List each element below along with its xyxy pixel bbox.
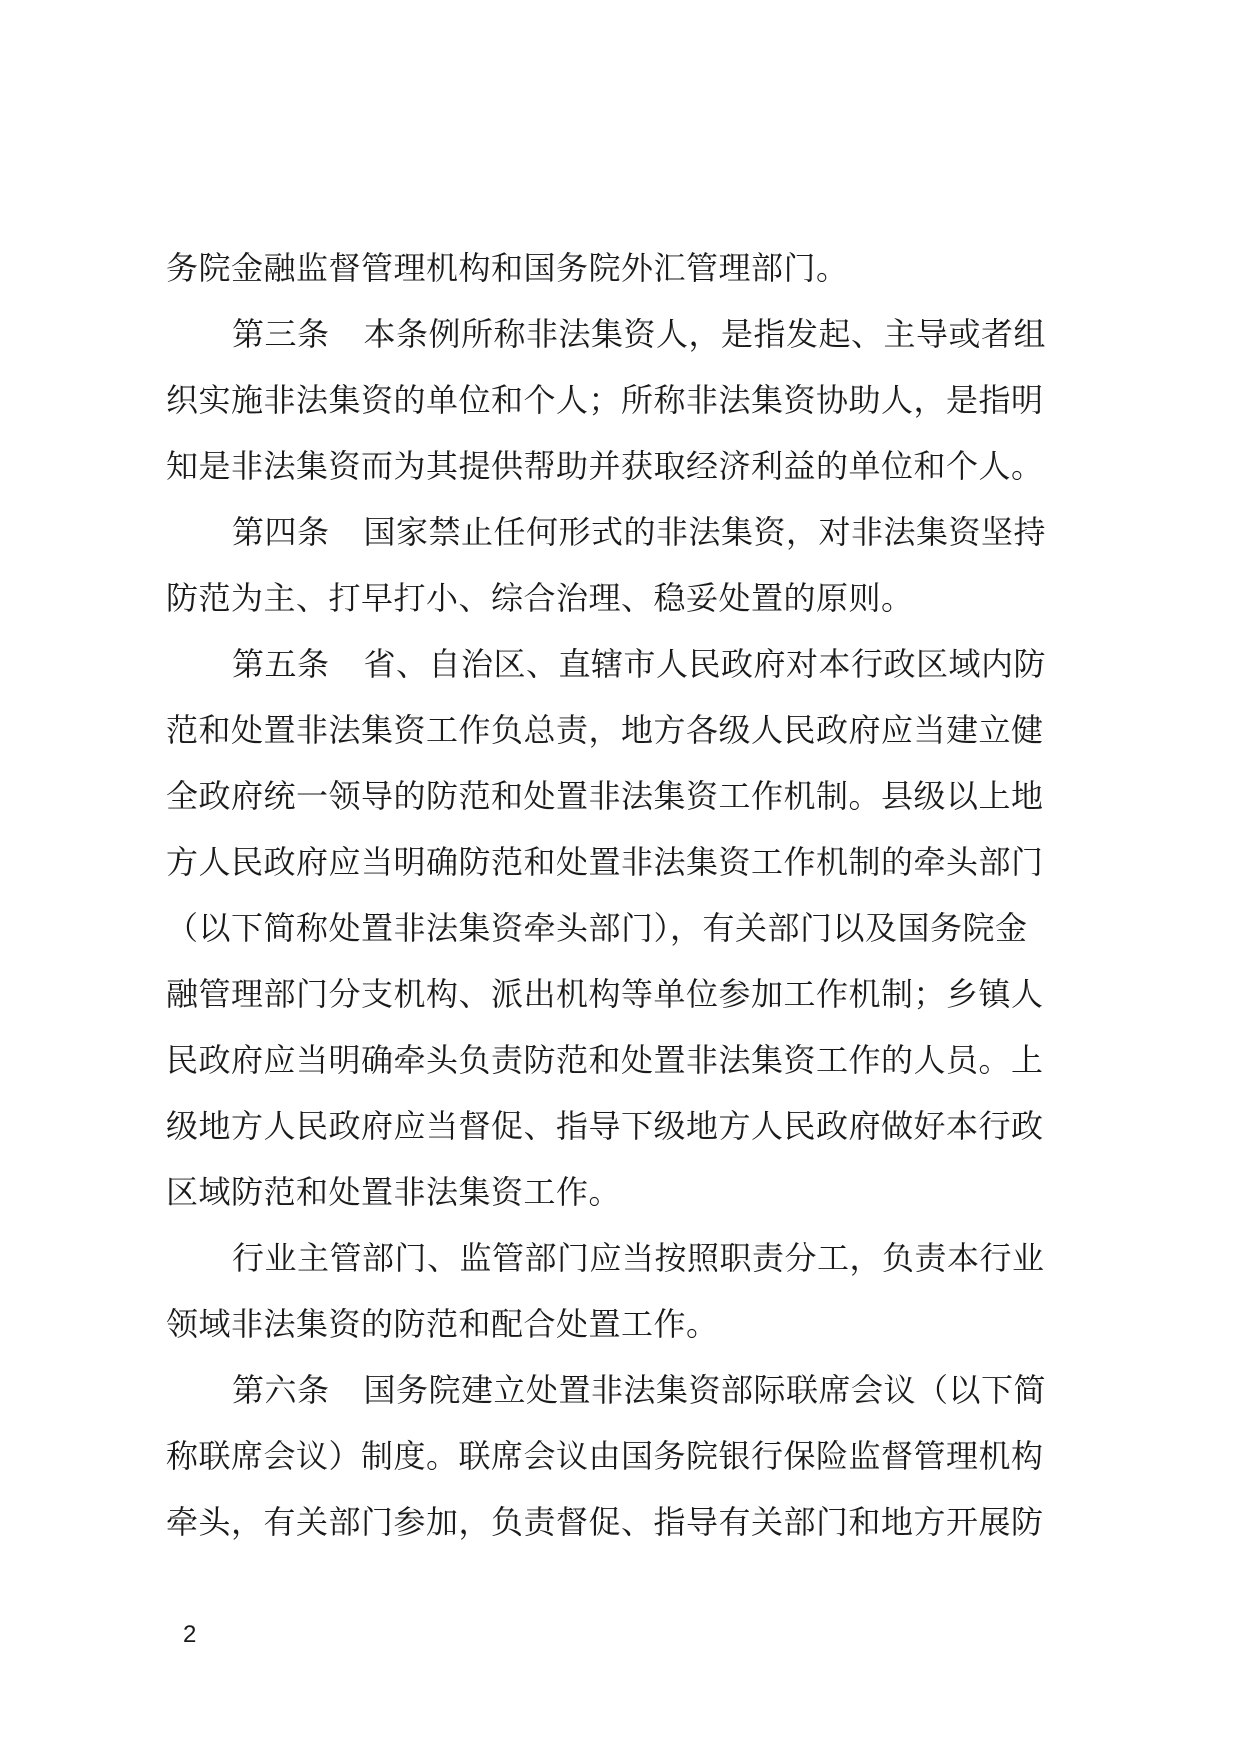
line-text: 织实施非法集资的单位和个人；所称非法集资协助人，是指明 — [166, 381, 1044, 419]
text-line — [166, 1423, 1086, 1489]
line-text: 领域非法集资的防范和配合处置工作。 — [166, 1305, 719, 1343]
line-text: 区域防范和处置非法集资工作。 — [166, 1173, 622, 1211]
text-line — [166, 1093, 1086, 1159]
line-text: 融管理部门分支机构、派出机构等单位参加工作机制；乡镇人 — [166, 975, 1044, 1013]
text-line — [166, 763, 1086, 829]
line-text: 务院金融监督管理机构和国务院外汇管理部门。 — [166, 249, 849, 287]
article-label: 第三条 — [232, 315, 330, 353]
line-text: 国家禁止任何形式的非法集资，对非法集资坚持 — [363, 513, 1047, 551]
text-line — [166, 1225, 1086, 1291]
text-line — [166, 1357, 1086, 1423]
article-label: 第六条 — [232, 1371, 330, 1409]
line-text: 民政府应当明确牵头负责防范和处置非法集资工作的人员。上 — [166, 1041, 1044, 1079]
line-text: 知是非法集资而为其提供帮助并获取经济利益的单位和个人。 — [166, 447, 1044, 485]
text-line — [166, 1489, 1086, 1555]
article-label: 第四条 — [232, 513, 330, 551]
text-line — [166, 961, 1086, 1027]
text-line — [166, 1027, 1086, 1093]
line-text: 国务院建立处置非法集资部际联席会议（以下简 — [363, 1371, 1047, 1409]
page-number: 2 — [183, 1621, 197, 1648]
text-line — [166, 631, 1086, 697]
line-text: （以下简称处置非法集资牵头部门），有关部门以及国务院金 — [166, 909, 1028, 947]
line-text: 全政府统一领导的防范和处置非法集资工作机制。县级以上地 — [166, 777, 1044, 815]
line-text: 级地方人民政府应当督促、指导下级地方人民政府做好本行政 — [166, 1107, 1044, 1145]
line-text: 牵头，有关部门参加，负责督促、指导有关部门和地方开展防 — [166, 1503, 1044, 1541]
text-line — [166, 895, 1086, 961]
text-line — [166, 565, 1086, 631]
line-text: 方人民政府应当明确防范和处置非法集资工作机制的牵头部门 — [166, 843, 1044, 881]
text-line — [166, 433, 1086, 499]
line-text: 本条例所称非法集资人，是指发起、主导或者组 — [363, 315, 1047, 353]
text-line — [166, 367, 1086, 433]
text-line — [166, 499, 1086, 565]
line-text: 范和处置非法集资工作负总责，地方各级人民政府应当建立健 — [166, 711, 1044, 749]
text-line — [166, 697, 1086, 763]
line-text: 行业主管部门、监管部门应当按照职责分工，负责本行业 — [232, 1239, 1045, 1277]
line-text: 称联席会议）制度。联席会议由国务院银行保险监督管理机构 — [166, 1437, 1044, 1475]
text-line — [166, 1291, 1086, 1357]
body-text — [166, 235, 1086, 1555]
line-text: 省、自治区、直辖市人民政府对本行政区域内防 — [363, 645, 1047, 683]
line-text: 防范为主、打早打小、综合治理、稳妥处置的原则。 — [166, 579, 914, 617]
text-line — [166, 1159, 1086, 1225]
text-line — [166, 829, 1086, 895]
text-line — [166, 301, 1086, 367]
article-label: 第五条 — [232, 645, 330, 683]
text-line — [166, 235, 1086, 301]
